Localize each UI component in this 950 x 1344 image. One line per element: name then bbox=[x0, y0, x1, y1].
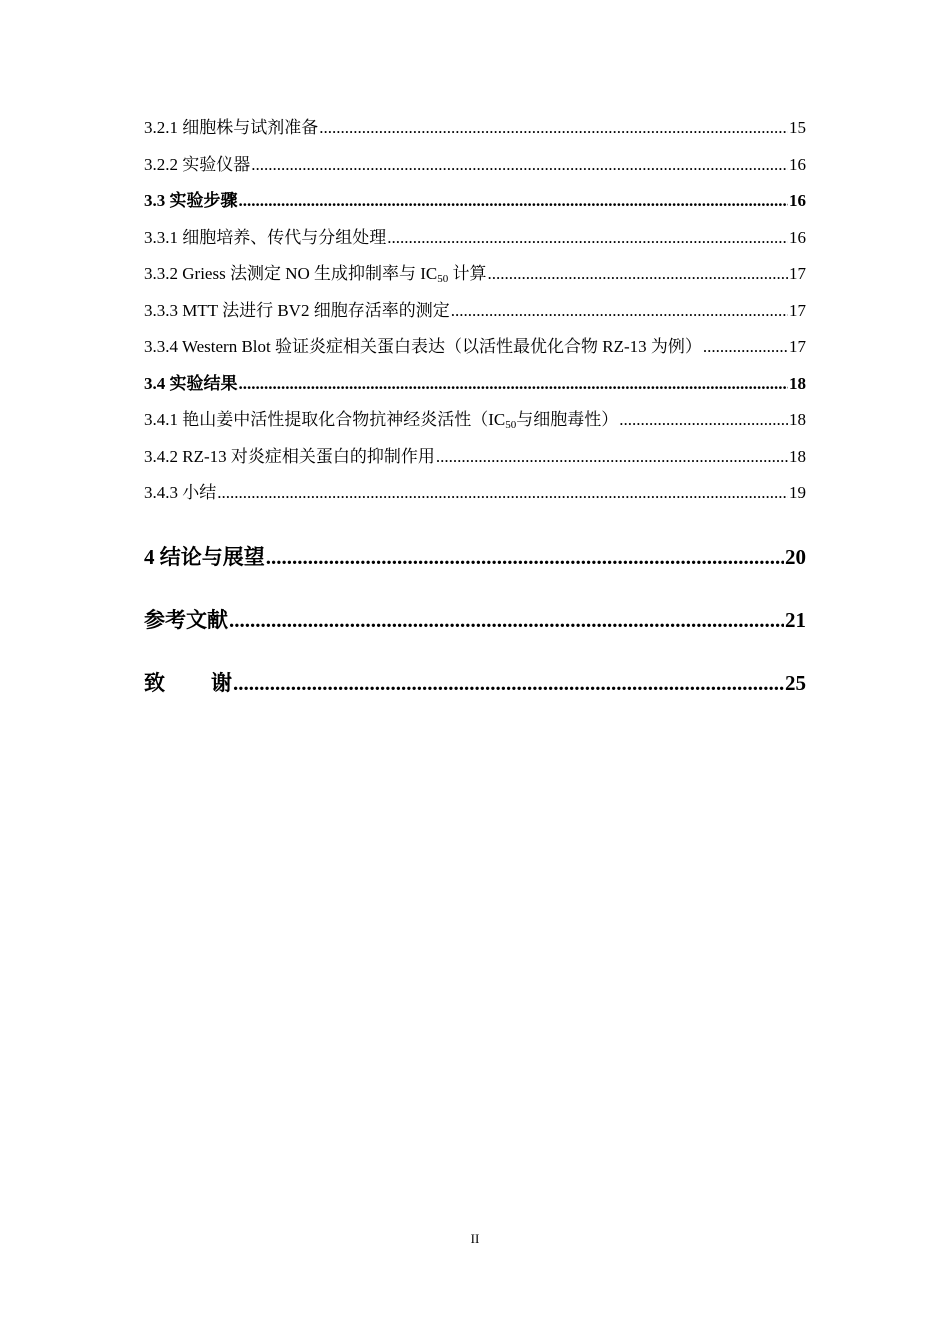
toc-entry-page: 20 bbox=[785, 544, 806, 569]
toc-entry[interactable] bbox=[144, 439, 806, 476]
toc-chapter-entry[interactable] bbox=[144, 652, 806, 715]
toc-entry-label bbox=[144, 256, 487, 293]
toc-leader-dots bbox=[619, 402, 788, 439]
subscript: 50 bbox=[505, 419, 517, 431]
page-number: II bbox=[470, 1231, 480, 1246]
toc-entry-page: 19 bbox=[789, 483, 806, 502]
toc-chapter-entry[interactable] bbox=[144, 526, 806, 589]
toc-entry-page: 16 bbox=[789, 154, 806, 174]
toc-entry-page: 15 bbox=[789, 118, 806, 137]
toc-entry-label: 4 结论与展望 bbox=[144, 544, 265, 569]
toc-leader-dots bbox=[319, 110, 788, 147]
toc-entry[interactable] bbox=[144, 147, 806, 184]
table-of-contents bbox=[144, 110, 806, 715]
toc-entry-label: 3.2.1 细胞株与试剂准备 bbox=[144, 118, 319, 137]
toc-entry-label: 3.2.2 实验仪器 bbox=[144, 154, 251, 174]
toc-entry-page: 18 bbox=[789, 410, 806, 429]
toc-entry-label bbox=[144, 652, 232, 715]
toc-entry-label: 3.3.1 细胞培养、传代与分组处理 bbox=[144, 227, 387, 247]
toc-entry-label-text: 致 bbox=[144, 670, 165, 695]
toc-entry-page: 16 bbox=[789, 227, 806, 247]
toc-leader-dots bbox=[703, 329, 788, 366]
toc-section-entry[interactable] bbox=[144, 183, 806, 220]
toc-entry-label-text: 3.4.1 艳山姜中活性提取化合物抗神经炎活性（IC bbox=[144, 410, 506, 429]
toc-leader-dots bbox=[387, 220, 788, 257]
toc-leader-dots bbox=[239, 183, 789, 220]
toc-entry-label: 3.3.4 Western Blot 验证炎症相关蛋白表达（以活性最优化合物 RZ-13 为例） bbox=[144, 337, 702, 356]
toc-entry-label: 3.3.3 MTT 法进行 BV2 细胞存活率的测定 bbox=[144, 300, 450, 320]
toc-entry-label-text: 3.3.2 Griess 法测定 NO 生成抑制率与 IC bbox=[144, 264, 438, 283]
toc-entry-label-text: 与细胞毒性） bbox=[516, 410, 619, 429]
toc-leader-dots bbox=[451, 293, 788, 330]
toc-leader-dots bbox=[239, 366, 789, 403]
toc-entry-label: 3.4 实验结果 bbox=[144, 373, 238, 393]
toc-entry-label-text: 计算 bbox=[448, 264, 487, 283]
toc-leader-dots bbox=[229, 589, 784, 652]
toc-leader-dots bbox=[266, 526, 784, 589]
toc-entry-label: 参考文献 bbox=[144, 607, 228, 632]
toc-entry-label: 3.4.2 RZ-13 对炎症相关蛋白的抑制作用 bbox=[144, 446, 435, 466]
toc-entry[interactable] bbox=[144, 293, 806, 330]
toc-entry-label-text: 谢 bbox=[211, 670, 232, 695]
toc-entry-label bbox=[144, 402, 618, 439]
toc-entry[interactable] bbox=[144, 256, 806, 293]
toc-entry-page: 25 bbox=[785, 670, 806, 695]
toc-entry-label: 3.4.3 小结 bbox=[144, 483, 217, 502]
toc-leader-dots bbox=[233, 652, 784, 715]
toc-leader-dots bbox=[251, 147, 788, 184]
toc-chapter-entry[interactable] bbox=[144, 589, 806, 652]
toc-entry[interactable] bbox=[144, 220, 806, 257]
spacer bbox=[144, 512, 806, 526]
toc-entry[interactable] bbox=[144, 402, 806, 439]
toc-leader-dots bbox=[488, 256, 789, 293]
toc-section-entry[interactable] bbox=[144, 366, 806, 403]
toc-entry-page: 16 bbox=[789, 191, 806, 210]
toc-entry-page: 17 bbox=[789, 264, 806, 283]
toc-leader-dots bbox=[217, 475, 788, 512]
toc-entry[interactable] bbox=[144, 110, 806, 147]
subscript: 50 bbox=[437, 273, 449, 285]
toc-entry-page: 17 bbox=[789, 337, 806, 356]
toc-entry-page: 18 bbox=[789, 373, 806, 393]
toc-entry-page: 21 bbox=[785, 607, 806, 632]
toc-entry[interactable] bbox=[144, 475, 806, 512]
toc-entry[interactable] bbox=[144, 329, 806, 366]
toc-entry-page: 17 bbox=[789, 300, 806, 320]
toc-entry-label: 3.3 实验步骤 bbox=[144, 191, 238, 210]
toc-leader-dots bbox=[436, 439, 788, 476]
toc-entry-page: 18 bbox=[789, 446, 806, 466]
